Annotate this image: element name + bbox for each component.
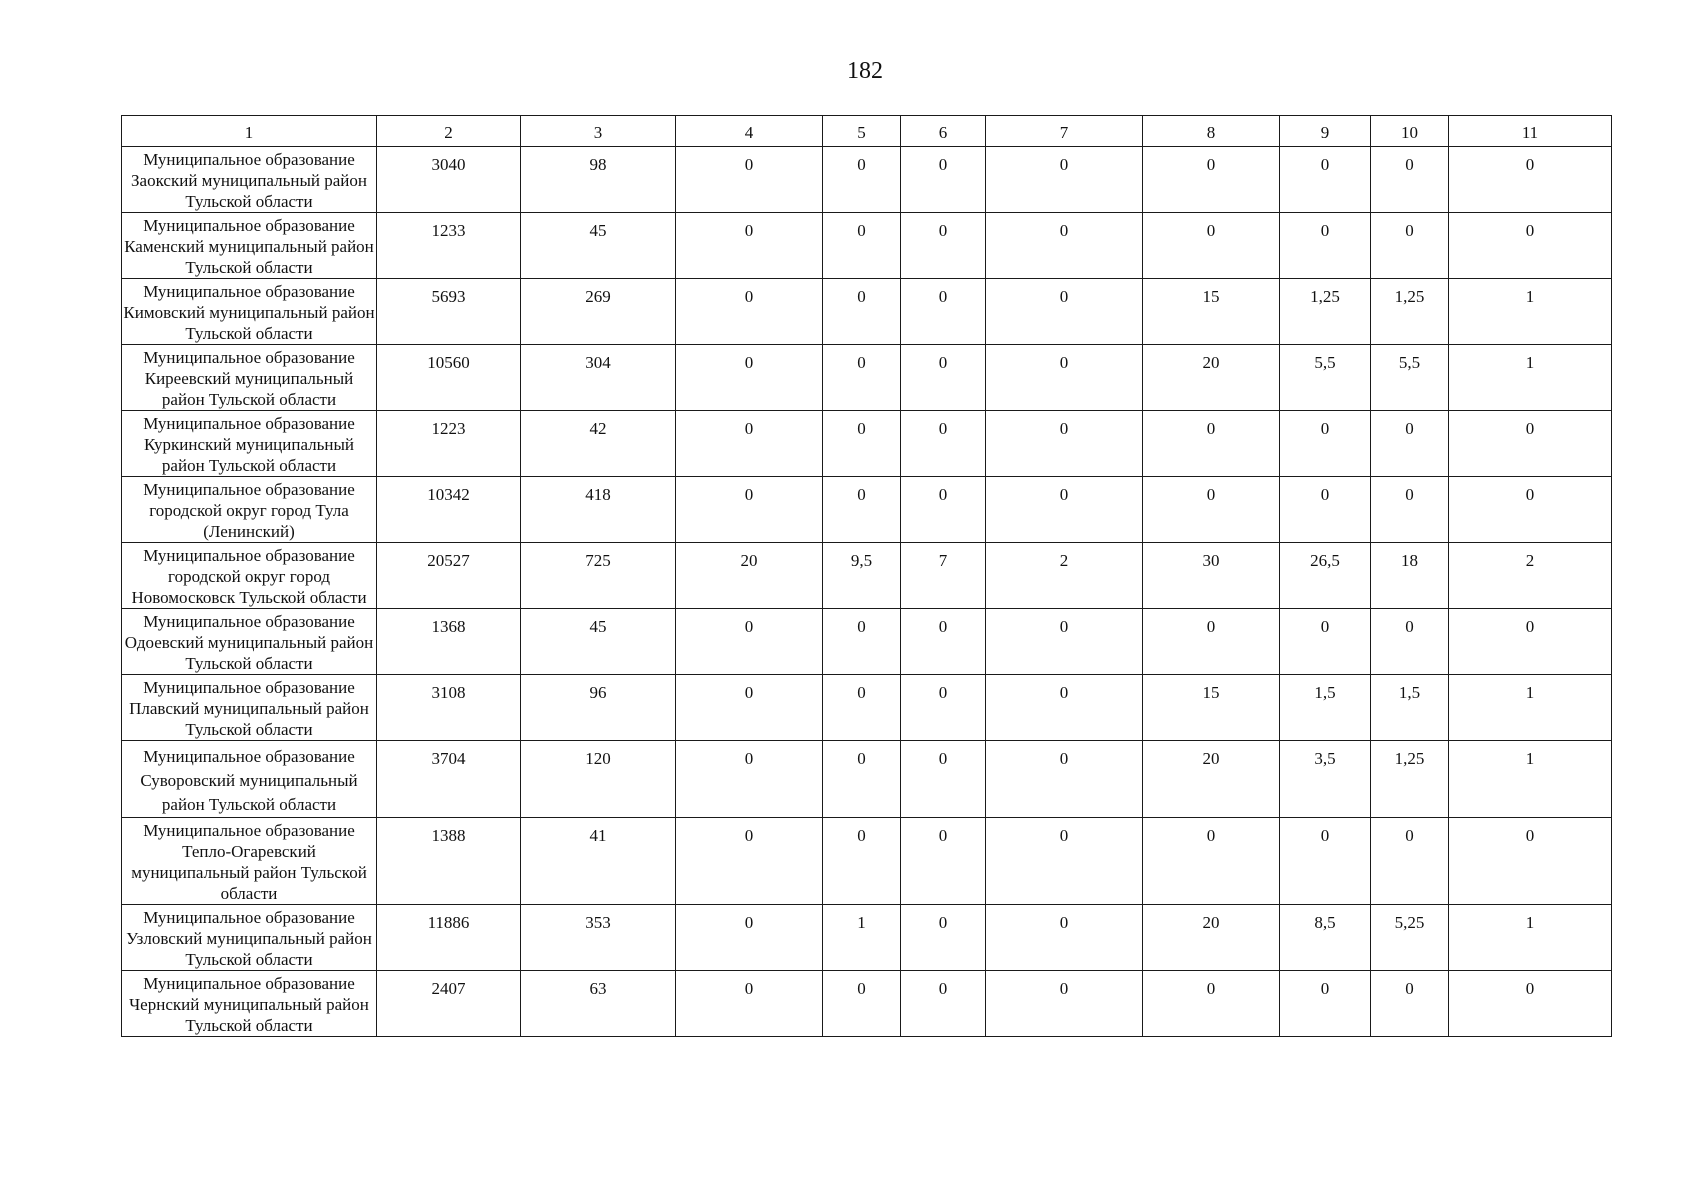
municipality-name-cell: Муниципальное образование Суворовский муниципальный район Тульской области — [122, 741, 377, 818]
table-row — [122, 213, 1612, 279]
table-row — [122, 477, 1612, 543]
value-cell: 0 — [986, 971, 1143, 1037]
value-cell: 0 — [986, 411, 1143, 477]
value-cell: 0 — [676, 818, 823, 905]
value-cell: 0 — [1143, 477, 1280, 543]
value-cell: 15 — [1143, 279, 1280, 345]
value-cell: 0 — [1143, 971, 1280, 1037]
municipality-name-cell: Муниципальное образование Киреевский муниципальный район Тульской области — [122, 345, 377, 411]
value-cell: 0 — [823, 477, 901, 543]
value-cell: 30 — [1143, 543, 1280, 609]
table-row — [122, 345, 1612, 411]
value-cell: 0 — [1280, 971, 1371, 1037]
municipality-name-cell: Муниципальное образование Плавский муниципальный район Тульской области — [122, 675, 377, 741]
value-cell: 8,5 — [1280, 905, 1371, 971]
column-header: 8 — [1143, 116, 1280, 147]
table-row — [122, 411, 1612, 477]
value-cell: 0 — [1449, 609, 1612, 675]
value-cell: 0 — [1280, 609, 1371, 675]
table-row — [122, 971, 1612, 1037]
value-cell: 45 — [521, 213, 676, 279]
value-cell: 7 — [901, 543, 986, 609]
value-cell: 0 — [1449, 477, 1612, 543]
value-cell: 0 — [823, 147, 901, 213]
value-cell: 10560 — [377, 345, 521, 411]
value-cell: 0 — [676, 609, 823, 675]
table-row — [122, 741, 1612, 818]
value-cell: 418 — [521, 477, 676, 543]
value-cell: 0 — [1143, 411, 1280, 477]
value-cell: 1 — [1449, 345, 1612, 411]
value-cell: 0 — [676, 741, 823, 818]
value-cell: 1,5 — [1371, 675, 1449, 741]
value-cell: 1233 — [377, 213, 521, 279]
municipality-name-cell: Муниципальное образование Одоевский муниципальный район Тульской области — [122, 609, 377, 675]
value-cell: 0 — [676, 477, 823, 543]
value-cell: 42 — [521, 411, 676, 477]
column-header: 3 — [521, 116, 676, 147]
value-cell: 15 — [1143, 675, 1280, 741]
value-cell: 304 — [521, 345, 676, 411]
column-header: 5 — [823, 116, 901, 147]
value-cell: 20 — [676, 543, 823, 609]
value-cell: 0 — [901, 971, 986, 1037]
value-cell: 0 — [1371, 609, 1449, 675]
value-cell: 0 — [1371, 818, 1449, 905]
value-cell: 0 — [986, 818, 1143, 905]
value-cell: 0 — [901, 675, 986, 741]
table-row — [122, 609, 1612, 675]
value-cell: 0 — [823, 609, 901, 675]
table-body — [122, 147, 1612, 1037]
value-cell: 0 — [1449, 818, 1612, 905]
value-cell: 725 — [521, 543, 676, 609]
municipality-name-cell: Муниципальное образование Узловский муниципальный район Тульской области — [122, 905, 377, 971]
value-cell: 120 — [521, 741, 676, 818]
value-cell: 0 — [986, 477, 1143, 543]
municipality-name-cell: Муниципальное образование Кимовский муниципальный район Тульской области — [122, 279, 377, 345]
value-cell: 0 — [1143, 609, 1280, 675]
value-cell: 98 — [521, 147, 676, 213]
municipality-name-cell: Муниципальное образование Каменский муниципальный район Тульской области — [122, 213, 377, 279]
value-cell: 0 — [1449, 971, 1612, 1037]
value-cell: 0 — [1449, 411, 1612, 477]
value-cell: 0 — [1280, 818, 1371, 905]
value-cell: 1388 — [377, 818, 521, 905]
column-header: 6 — [901, 116, 986, 147]
table-row — [122, 279, 1612, 345]
value-cell: 0 — [1280, 477, 1371, 543]
value-cell: 0 — [676, 411, 823, 477]
value-cell: 0 — [676, 905, 823, 971]
table-row — [122, 675, 1612, 741]
value-cell: 41 — [521, 818, 676, 905]
value-cell: 0 — [823, 279, 901, 345]
column-header: 11 — [1449, 116, 1612, 147]
value-cell: 26,5 — [1280, 543, 1371, 609]
value-cell: 0 — [986, 279, 1143, 345]
municipality-name-cell: Муниципальное образование городской округ город Тула (Ленинский) — [122, 477, 377, 543]
value-cell: 1 — [1449, 675, 1612, 741]
value-cell: 2407 — [377, 971, 521, 1037]
value-cell: 0 — [676, 675, 823, 741]
value-cell: 0 — [1371, 477, 1449, 543]
value-cell: 0 — [823, 345, 901, 411]
value-cell: 0 — [1371, 971, 1449, 1037]
page-number: 182 — [847, 58, 883, 84]
value-cell: 0 — [823, 675, 901, 741]
value-cell: 5,5 — [1280, 345, 1371, 411]
value-cell: 3704 — [377, 741, 521, 818]
value-cell: 20 — [1143, 345, 1280, 411]
value-cell: 0 — [901, 345, 986, 411]
municipality-name-cell: Муниципальное образование городской округ город Новомосковск Тульской области — [122, 543, 377, 609]
value-cell: 0 — [986, 147, 1143, 213]
value-cell: 1 — [1449, 279, 1612, 345]
value-cell: 1368 — [377, 609, 521, 675]
municipality-name-cell: Муниципальное образование Чернский муниципальный район Тульской области — [122, 971, 377, 1037]
value-cell: 1 — [1449, 905, 1612, 971]
value-cell: 0 — [1371, 147, 1449, 213]
value-cell: 0 — [901, 279, 986, 345]
table-row — [122, 818, 1612, 905]
value-cell: 0 — [676, 279, 823, 345]
value-cell: 0 — [1280, 411, 1371, 477]
value-cell: 9,5 — [823, 543, 901, 609]
value-cell: 0 — [1371, 213, 1449, 279]
column-header: 10 — [1371, 116, 1449, 147]
value-cell: 1,25 — [1371, 741, 1449, 818]
column-header: 1 — [122, 116, 377, 147]
value-cell: 0 — [901, 411, 986, 477]
value-cell: 1223 — [377, 411, 521, 477]
municipality-name-cell: Муниципальное образование Заокский муниципальный район Тульской области — [122, 147, 377, 213]
value-cell: 1,5 — [1280, 675, 1371, 741]
value-cell: 0 — [986, 609, 1143, 675]
value-cell: 2 — [1449, 543, 1612, 609]
value-cell: 0 — [1449, 213, 1612, 279]
value-cell: 0 — [901, 213, 986, 279]
value-cell: 0 — [986, 905, 1143, 971]
municipality-name-cell: Муниципальное образование Тепло-Огаревский муниципальный район Тульской области — [122, 818, 377, 905]
value-cell: 0 — [986, 675, 1143, 741]
value-cell: 0 — [676, 213, 823, 279]
value-cell: 3040 — [377, 147, 521, 213]
table-row — [122, 905, 1612, 971]
value-cell: 0 — [676, 345, 823, 411]
value-cell: 10342 — [377, 477, 521, 543]
value-cell: 0 — [986, 345, 1143, 411]
value-cell: 0 — [986, 741, 1143, 818]
value-cell: 5,25 — [1371, 905, 1449, 971]
value-cell: 18 — [1371, 543, 1449, 609]
value-cell: 0 — [1280, 147, 1371, 213]
value-cell: 0 — [1143, 818, 1280, 905]
value-cell: 0 — [823, 818, 901, 905]
municipality-name-cell: Муниципальное образование Куркинский муниципальный район Тульской области — [122, 411, 377, 477]
data-table — [121, 115, 1612, 1037]
value-cell: 0 — [823, 741, 901, 818]
value-cell: 20527 — [377, 543, 521, 609]
value-cell: 96 — [521, 675, 676, 741]
table-row — [122, 543, 1612, 609]
column-header: 2 — [377, 116, 521, 147]
value-cell: 0 — [901, 147, 986, 213]
value-cell: 0 — [823, 411, 901, 477]
value-cell: 0 — [901, 609, 986, 675]
value-cell: 0 — [1143, 213, 1280, 279]
column-header: 9 — [1280, 116, 1371, 147]
value-cell: 0 — [901, 818, 986, 905]
column-header: 4 — [676, 116, 823, 147]
value-cell: 0 — [901, 905, 986, 971]
table-row — [122, 147, 1612, 213]
value-cell: 0 — [901, 741, 986, 818]
value-cell: 2 — [986, 543, 1143, 609]
value-cell: 5693 — [377, 279, 521, 345]
value-cell: 1,25 — [1371, 279, 1449, 345]
value-cell: 269 — [521, 279, 676, 345]
value-cell: 63 — [521, 971, 676, 1037]
value-cell: 0 — [676, 971, 823, 1037]
value-cell: 20 — [1143, 741, 1280, 818]
column-header: 7 — [986, 116, 1143, 147]
value-cell: 20 — [1143, 905, 1280, 971]
value-cell: 5,5 — [1371, 345, 1449, 411]
value-cell: 0 — [901, 477, 986, 543]
value-cell: 0 — [676, 147, 823, 213]
value-cell: 3,5 — [1280, 741, 1371, 818]
value-cell: 11886 — [377, 905, 521, 971]
value-cell: 45 — [521, 609, 676, 675]
value-cell: 0 — [1143, 147, 1280, 213]
value-cell: 0 — [1449, 147, 1612, 213]
value-cell: 0 — [823, 971, 901, 1037]
value-cell: 1,25 — [1280, 279, 1371, 345]
value-cell: 0 — [823, 213, 901, 279]
header-row — [122, 116, 1612, 147]
value-cell: 0 — [1371, 411, 1449, 477]
value-cell: 353 — [521, 905, 676, 971]
value-cell: 0 — [1280, 213, 1371, 279]
value-cell: 1 — [1449, 741, 1612, 818]
value-cell: 1 — [823, 905, 901, 971]
value-cell: 3108 — [377, 675, 521, 741]
value-cell: 0 — [986, 213, 1143, 279]
